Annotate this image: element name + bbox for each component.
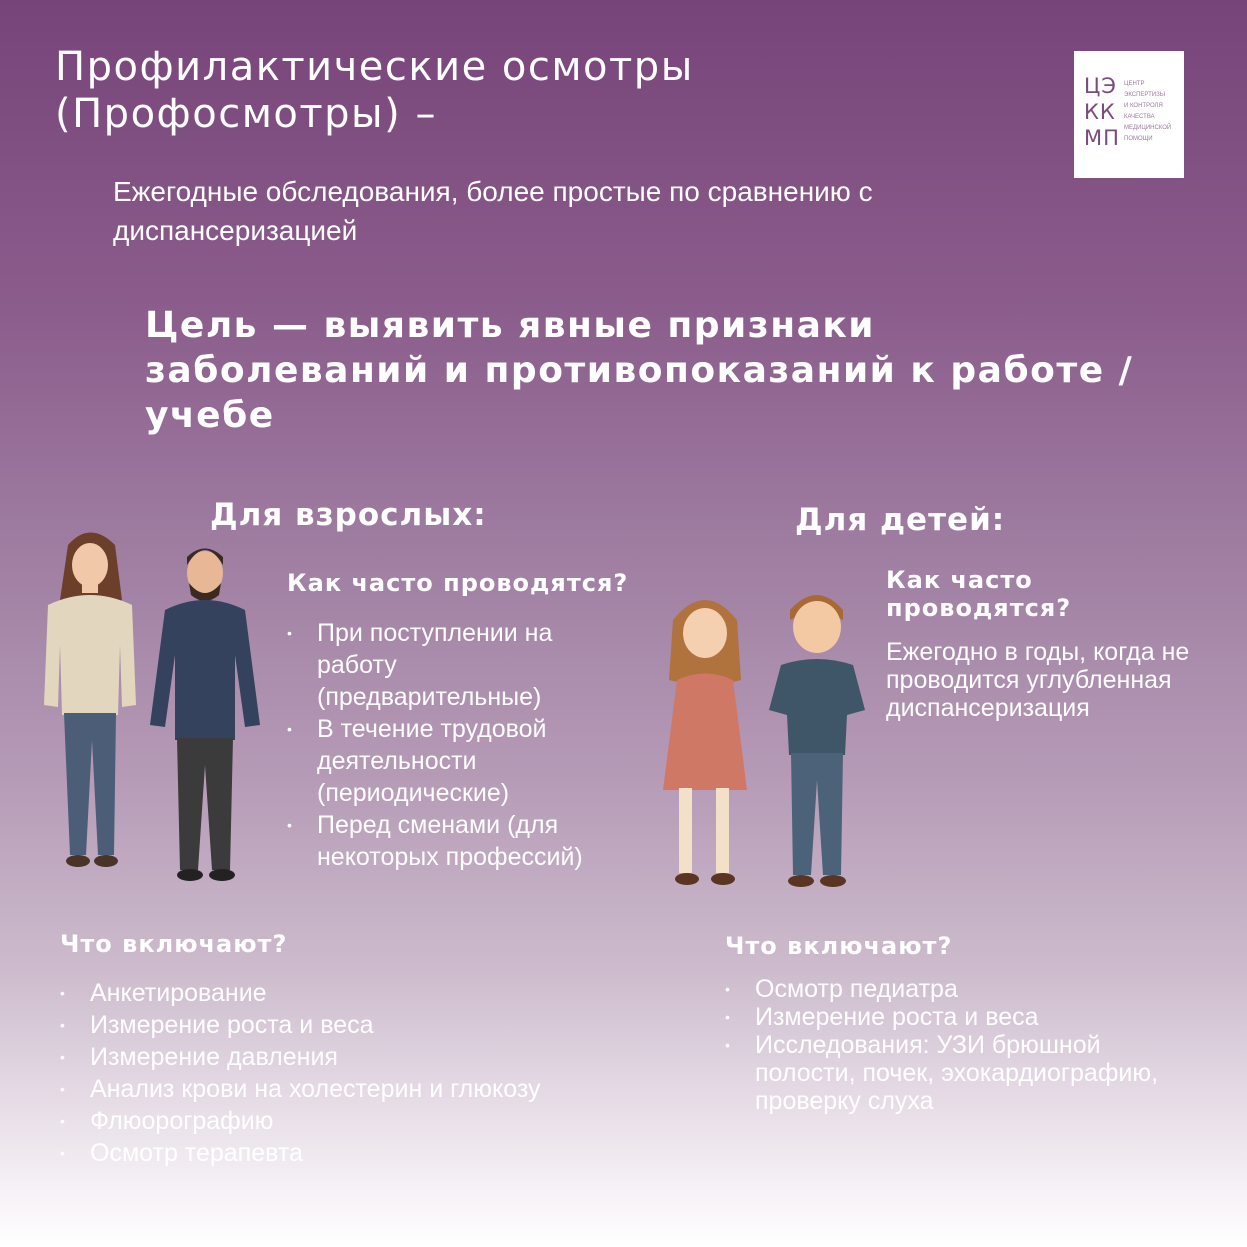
list-item: • В течение трудовой деятельности (периодические): [287, 713, 617, 809]
logo-caption: ЦЕНТР ЭКСПЕРТИЗЫ И КОНТРОЛЯ КАЧЕСТВА МЕДИЦИНСКОЙ ПОМОЩИ: [1124, 81, 1172, 142]
list-item: • Измерение роста и веса: [60, 1009, 660, 1041]
list-item: • Флюорографию: [60, 1105, 660, 1137]
children-illustration: [655, 585, 880, 905]
list-item: • При поступлении на работу (предварительные): [287, 617, 617, 713]
adults-heading: Для взрослых:: [210, 497, 487, 533]
children-frequency-question: Как часто проводятся?: [886, 566, 1072, 622]
adults-illustration: [30, 525, 280, 895]
list-item: • Осмотр педиатра: [725, 975, 1165, 1003]
list-item: • Исследования: УЗИ брюшной полости, почек, эхокардиографию, проверку слуха: [725, 1031, 1165, 1115]
logo-letters: ЦЭ КК МП: [1084, 74, 1120, 150]
adults-frequency-list: [287, 617, 617, 873]
goal-statement: Цель — выявить явные признаки заболеваний и противопоказаний к работе / учебе: [145, 305, 1134, 436]
list-item: • Перед сменами (для некоторых профессий): [287, 809, 617, 873]
list-item: • Анкетирование: [60, 977, 660, 1009]
girl-figure: [663, 600, 747, 885]
woman-figure: [44, 533, 136, 868]
boy-figure: [769, 595, 865, 887]
children-frequency-text: Ежегодно в годы, когда не проводится углубленная диспансеризация: [886, 638, 1190, 722]
list-item: • Анализ крови на холестерин и глюкозу: [60, 1073, 660, 1105]
subtitle: Ежегодные обследования, более простые по сравнению с диспансеризацией: [113, 176, 873, 246]
adults-includes-list: [60, 977, 660, 1169]
adults-frequency-question: Как часто проводятся?: [287, 569, 629, 597]
page-title: Профилактические осмотры (Профосмотры) –: [55, 44, 694, 137]
list-item: • Измерение роста и веса: [725, 1003, 1165, 1031]
children-heading: Для детей:: [795, 502, 1006, 538]
list-item: • Измерение давления: [60, 1041, 660, 1073]
list-item: • Осмотр терапевта: [60, 1137, 660, 1169]
adults-includes-question: Что включают?: [60, 930, 288, 958]
children-includes-question: Что включают?: [725, 932, 953, 960]
logo: [1074, 51, 1184, 178]
man-figure: [150, 549, 260, 882]
children-includes-list: [725, 975, 1165, 1115]
